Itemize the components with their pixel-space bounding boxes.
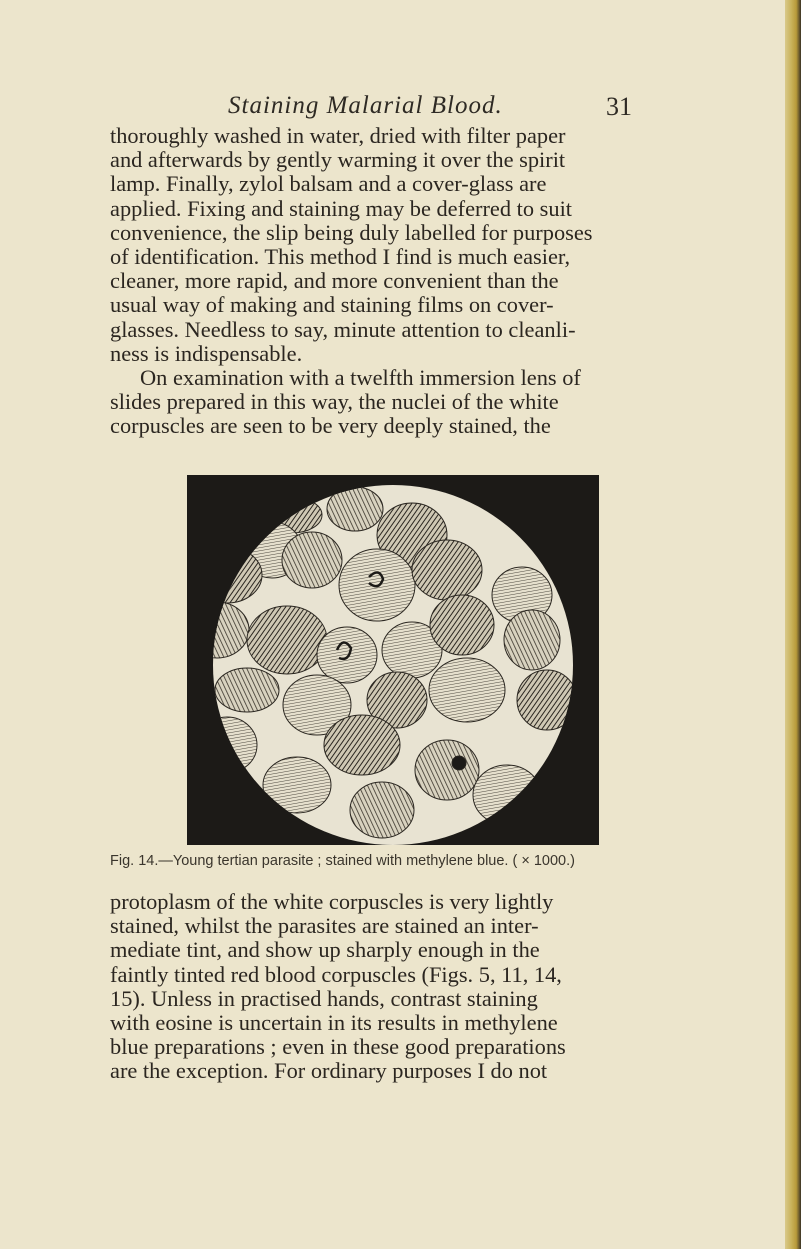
text-line: usual way of making and staining films on cover-	[110, 292, 554, 318]
text-line: with eosine is uncertain in its results in methylene	[110, 1010, 558, 1036]
text-line: protoplasm of the white corpuscles is very lightly	[110, 889, 554, 914]
body-text-top	[110, 124, 700, 439]
running-title: Staining Malarial Blood.	[228, 92, 503, 119]
page-number: 31	[606, 92, 632, 121]
figure-caption: Fig. 14.—Young tertian parasite ; stained with methylene blue. ( × 1000.)	[110, 853, 575, 869]
text-line: 15). Unless in practised hands, contrast staining	[110, 985, 538, 1011]
micrograph-illustration	[187, 475, 599, 845]
text-line: stained, whilst the parasites are stained an inter-	[110, 913, 539, 939]
text-line: thoroughly washed in water, dried with filter paper	[110, 123, 566, 148]
text-line: applied. Fixing and staining may be deferred to suit	[110, 195, 573, 221]
text-line: lamp. Finally, zylol balsam and a cover-glass are	[110, 171, 547, 197]
text-line: mediate tint, and show up sharply enough in the	[110, 937, 540, 963]
text-line: ness is indispensable.	[110, 340, 303, 366]
page-edge	[785, 0, 801, 1249]
text-line: convenience, the slip being duly labelled for purposes	[110, 219, 593, 245]
text-line: corpuscles are seen to be very deeply stained, the	[110, 413, 551, 439]
text-line: blue preparations ; even in these good preparations	[110, 1034, 566, 1060]
text-line: cleaner, more rapid, and more convenient than the	[110, 268, 559, 294]
body-text-bottom	[110, 890, 700, 1084]
text-line: faintly tinted red blood corpuscles (Figs. 5, 11, 14,	[110, 961, 562, 987]
text-line: glasses. Needless to say, minute attention to cleanli-	[110, 316, 576, 342]
text-line: slides prepared in this way, the nuclei of the white	[110, 389, 559, 415]
figure-micrograph	[187, 475, 599, 845]
text-line: are the exception. For ordinary purposes I do not	[110, 1058, 548, 1084]
text-line: and afterwards by gently warming it over the spirit	[110, 147, 566, 173]
text-line: of identification. This method I find is much easier,	[110, 244, 571, 270]
text-line: On examination with a twelfth immersion lens of	[140, 365, 581, 391]
